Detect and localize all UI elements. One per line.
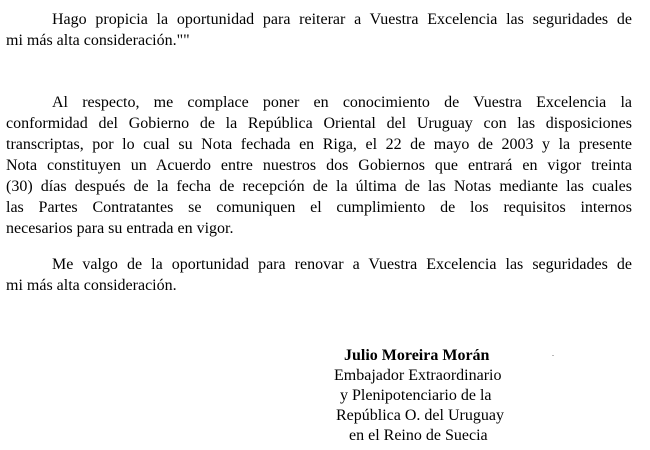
paragraph-line: Nota constituyen un Acuerdo entre nuestros dos Gobiernos que entrará en vigor treinta xyxy=(6,157,632,174)
signatory-title-line: República O. del Uruguay xyxy=(336,407,504,424)
paragraph-line: (30) días después de la fecha de recepción de la última de las Notas mediante las cuales xyxy=(6,178,632,195)
paragraph-line: conformidad del Gobierno de la República Oriental del Uruguay con las disposiciones xyxy=(6,115,632,132)
signatory-title-line: Embajador Extraordinario xyxy=(334,367,502,384)
paragraph-line: Al respecto, me complace poner en conocimiento de Vuestra Excelencia la xyxy=(52,94,632,111)
paragraph-line: las Partes Contratantes se comuniquen el cumplimiento de los requisitos internos xyxy=(6,199,632,216)
signatory-title-line: en el Reino de Suecia xyxy=(349,427,488,444)
signatory-name: Julio Moreira Morán xyxy=(344,347,490,364)
paragraph-line: transcriptas, por lo cual su Nota fechada en Riga, el 22 de mayo de 2003 y la presente xyxy=(6,136,632,153)
agreement-paragraph xyxy=(6,92,632,239)
paragraph-line: mi más alta consideración. xyxy=(6,277,177,294)
signatory-title-line: y Plenipotenciario de la xyxy=(340,387,492,404)
paragraph-line: Hago propicia la oportunidad para reiterar a Vuestra Excelencia las seguridades de xyxy=(52,11,632,28)
paragraph-line: Me valgo de la oportunidad para renovar a Vuestra Excelencia las seguridades de xyxy=(52,256,632,273)
paragraph-line: mi más alta consideración."" xyxy=(6,32,190,49)
signature-block xyxy=(334,346,574,446)
paragraph-line: necesarios para su entrada en vigor. xyxy=(6,220,234,237)
scan-speck xyxy=(552,355,554,356)
closing-paragraph xyxy=(6,254,632,296)
closing-paragraph-quoted xyxy=(6,9,632,51)
